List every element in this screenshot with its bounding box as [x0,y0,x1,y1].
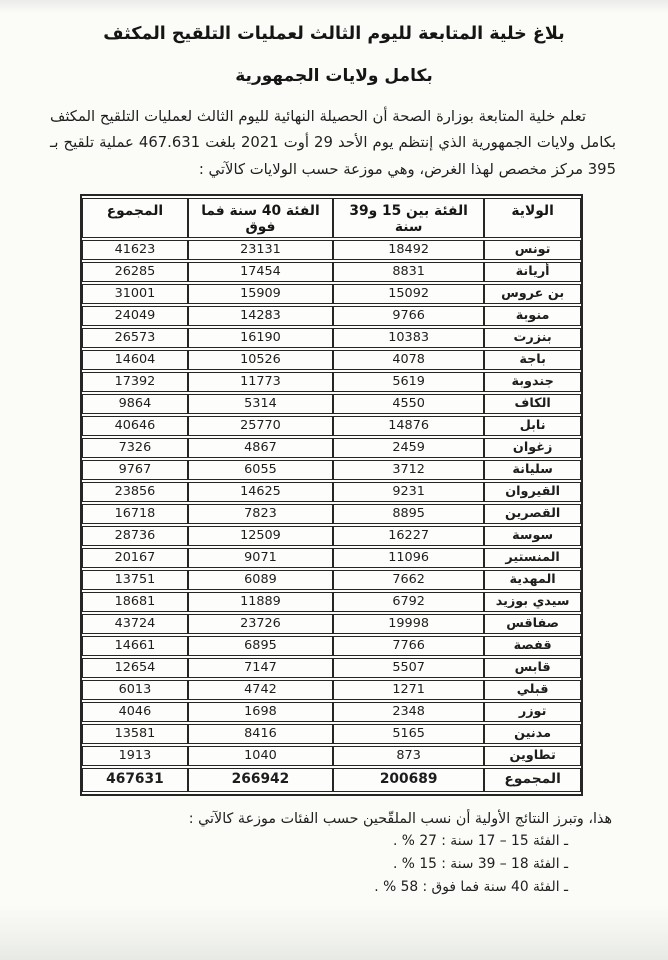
age-15-39-cell: 5165 [333,724,484,744]
table-row [82,262,581,282]
governorate-cell: صفاقس [484,614,581,634]
age-40-plus-cell: 14283 [188,306,333,326]
table-row [82,592,581,612]
governorate-cell: مدنين [484,724,581,744]
row-total-cell: 26285 [82,262,188,282]
vaccination-table [82,196,581,794]
governorate-cell: جندوبة [484,372,581,392]
age-15-39-cell: 14876 [333,416,484,436]
age-15-39-cell: 9231 [333,482,484,502]
row-total-cell: 40646 [82,416,188,436]
row-total-cell: 28736 [82,526,188,546]
age-40-plus-cell: 7823 [188,504,333,524]
title-block [0,0,668,86]
table-row [82,372,581,392]
age-15-39-cell: 4550 [333,394,484,414]
table-row [82,636,581,656]
governorate-cell: زغوان [484,438,581,458]
governorate-cell: سيدي بوزيد [484,592,581,612]
table-row [82,702,581,722]
age-15-39-cell: 19998 [333,614,484,634]
age-40-plus-cell: 10526 [188,350,333,370]
age-40-plus-cell: 7147 [188,658,333,678]
governorate-cell: أريانة [484,262,581,282]
row-total-cell: 14661 [82,636,188,656]
column-header-total: المجموع [82,198,188,238]
row-total-cell: 13581 [82,724,188,744]
age-15-39-cell: 9766 [333,306,484,326]
table-row [82,350,581,370]
footer-heading: هذا، وتبرز النتائج الأولية أن نسب الملقّحين حسب الفئات موزعة كالآتي : [188,810,612,827]
age-40-plus-cell: 6895 [188,636,333,656]
row-total-cell: 16718 [82,504,188,524]
age-15-39-cell: 11096 [333,548,484,568]
total-age-40-plus-cell: 266942 [188,768,333,792]
row-total-cell: 9767 [82,460,188,480]
age-40-plus-cell: 11889 [188,592,333,612]
governorate-cell: قابس [484,658,581,678]
footer-items [0,830,568,899]
table-row [82,416,581,436]
intro-paragraph: تعلم خلية المتابعة بوزارة الصحة أن الحصيلة النهائية لليوم الثالث لعمليات التلقيح المكثف بكامل ولايات الجمهورية الذي إنتظم يوم الأحد 29 أوت 2021 بلغت 467.631 عملية تلقيح بـ 395 مركز مخصص لهذا الغرض، وهي موزعة حسب الولايات كالآتي : [50,108,617,178]
age-15-39-cell: 15092 [333,284,484,304]
age-40-plus-cell: 16190 [188,328,333,348]
age-15-39-cell: 2348 [333,702,484,722]
age-15-39-cell: 8895 [333,504,484,524]
age-40-plus-cell: 12509 [188,526,333,546]
row-total-cell: 43724 [82,614,188,634]
table-row [82,504,581,524]
age-15-39-cell: 16227 [333,526,484,546]
age-15-39-cell: 5619 [333,372,484,392]
table-row [82,680,581,700]
row-total-cell: 24049 [82,306,188,326]
row-total-cell: 4046 [82,702,188,722]
row-total-cell: 18681 [82,592,188,612]
total-grand-total-cell: 467631 [82,768,188,792]
column-header-age-15-39: الفئة بين 15 و39 سنة [333,198,484,238]
age-40-plus-cell: 15909 [188,284,333,304]
age-15-39-cell: 873 [333,746,484,766]
table-header-row [82,198,581,238]
column-header-age-40-plus: الفئة 40 سنة فما فوق [188,198,333,238]
governorate-cell: بن عروس [484,284,581,304]
age-40-plus-cell: 6089 [188,570,333,590]
row-total-cell: 26573 [82,328,188,348]
age-40-plus-cell: 9071 [188,548,333,568]
age-15-39-cell: 10383 [333,328,484,348]
total-row-label: المجموع [484,768,581,792]
table-body [82,240,581,766]
page-subtitle: بكامل ولايات الجمهورية [235,66,433,86]
age-40-plus-cell: 4742 [188,680,333,700]
table-row [82,482,581,502]
row-total-cell: 41623 [82,240,188,260]
row-total-cell: 1913 [82,746,188,766]
age-40-plus-cell: 17454 [188,262,333,282]
age-40-plus-cell: 11773 [188,372,333,392]
age-15-39-cell: 4078 [333,350,484,370]
age-40-plus-cell: 14625 [188,482,333,502]
table-row [82,240,581,260]
age-40-plus-cell: 23726 [188,614,333,634]
governorate-cell: تونس [484,240,581,260]
row-total-cell: 6013 [82,680,188,700]
total-age-15-39-cell: 200689 [333,768,484,792]
governorate-cell: سليانة [484,460,581,480]
age-40-plus-cell: 8416 [188,724,333,744]
governorate-cell: قبلي [484,680,581,700]
footer-item-age-40-plus: ـ الفئة 40 سنة فما فوق : 58 % . [374,878,568,895]
age-40-plus-cell: 4867 [188,438,333,458]
footer-item-age-15-17: ـ الفئة 15 – 17 سنة : 27 % . [393,832,568,849]
table-row [82,460,581,480]
age-40-plus-cell: 1040 [188,746,333,766]
governorate-cell: توزر [484,702,581,722]
age-15-39-cell: 8831 [333,262,484,282]
row-total-cell: 23856 [82,482,188,502]
table-row [82,570,581,590]
table-row [82,394,581,414]
row-total-cell: 7326 [82,438,188,458]
row-total-cell: 12654 [82,658,188,678]
age-15-39-cell: 7766 [333,636,484,656]
age-40-plus-cell: 23131 [188,240,333,260]
row-total-cell: 31001 [82,284,188,304]
governorate-cell: المنستير [484,548,581,568]
age-40-plus-cell: 6055 [188,460,333,480]
vaccination-table-frame [80,194,583,796]
governorate-cell: نابل [484,416,581,436]
age-40-plus-cell: 5314 [188,394,333,414]
governorate-cell: تطاوين [484,746,581,766]
age-15-39-cell: 6792 [333,592,484,612]
age-15-39-cell: 1271 [333,680,484,700]
governorate-cell: قفصة [484,636,581,656]
age-40-plus-cell: 1698 [188,702,333,722]
table-total-row [82,768,581,792]
table-row [82,306,581,326]
age-40-plus-cell: 25770 [188,416,333,436]
table-row [82,284,581,304]
governorate-cell: سوسة [484,526,581,546]
table-row [82,526,581,546]
age-15-39-cell: 5507 [333,658,484,678]
table-row [82,746,581,766]
age-15-39-cell: 3712 [333,460,484,480]
footer-item-age-18-39: ـ الفئة 18 – 39 سنة : 15 % . [393,855,568,872]
page-title: بلاغ خلية المتابعة لليوم الثالث لعمليات التلقيح المكثف [103,24,565,44]
table-row [82,658,581,678]
governorate-cell: القيروان [484,482,581,502]
governorate-cell: المهدية [484,570,581,590]
age-15-39-cell: 7662 [333,570,484,590]
age-15-39-cell: 18492 [333,240,484,260]
governorate-cell: بنزرت [484,328,581,348]
row-total-cell: 9864 [82,394,188,414]
column-header-governorate: الولاية [484,198,581,238]
age-15-39-cell: 2459 [333,438,484,458]
table-row [82,328,581,348]
row-total-cell: 17392 [82,372,188,392]
row-total-cell: 13751 [82,570,188,590]
table-row [82,548,581,568]
table-row [82,724,581,744]
governorate-cell: القصرين [484,504,581,524]
row-total-cell: 20167 [82,548,188,568]
governorate-cell: منوبة [484,306,581,326]
governorate-cell: الكاف [484,394,581,414]
governorate-cell: باجة [484,350,581,370]
table-row [82,614,581,634]
row-total-cell: 14604 [82,350,188,370]
table-row [82,438,581,458]
